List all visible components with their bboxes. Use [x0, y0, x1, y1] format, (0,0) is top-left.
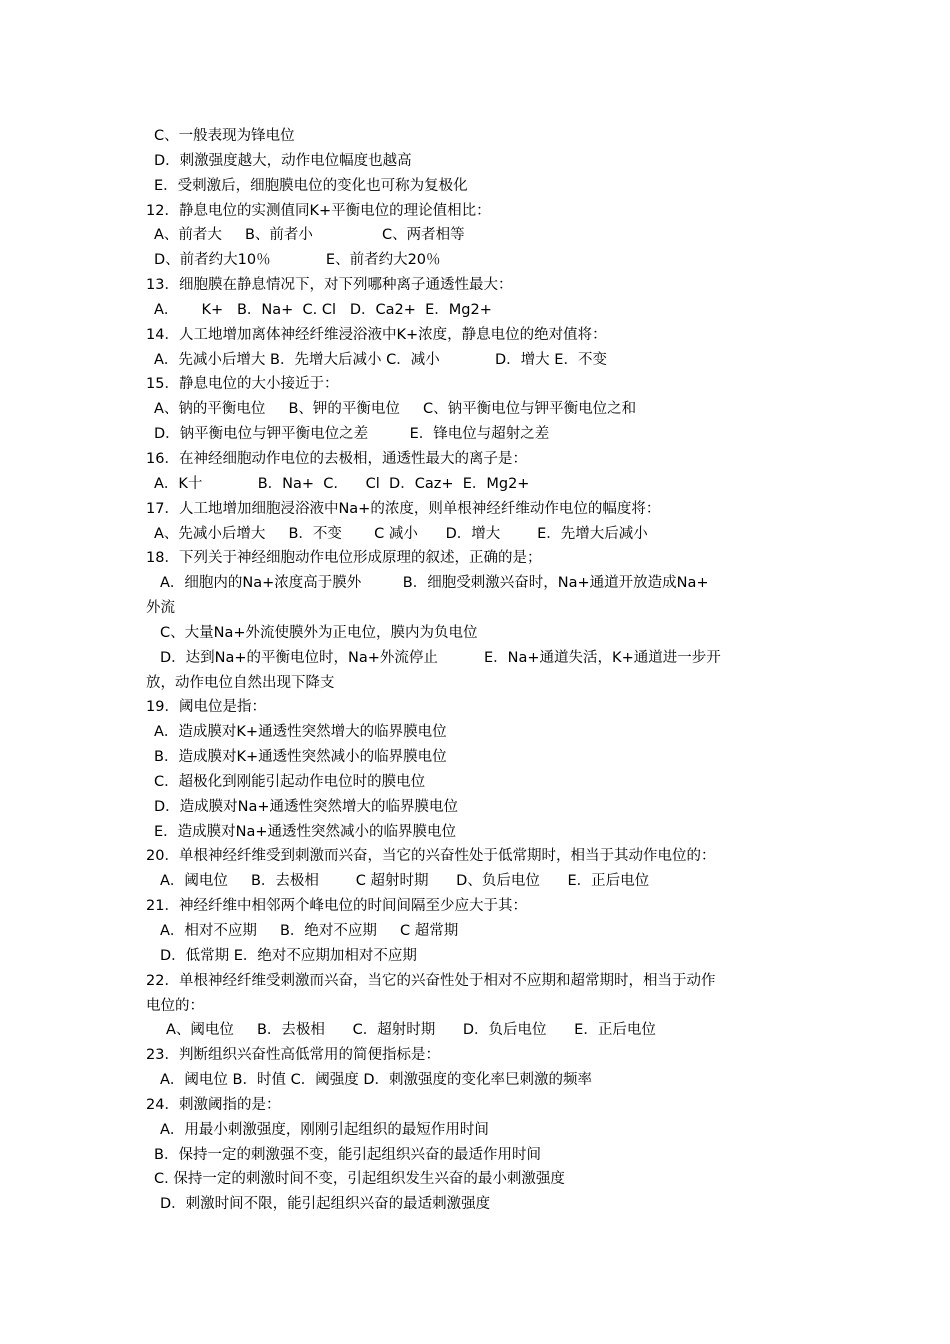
text-line: D．造成膜对Na+通透性突然增大的临界膜电位: [154, 798, 459, 815]
text-line: 21．神经纤维中相邻两个峰电位的时间间隔至少应大于其：: [146, 898, 527, 915]
text-line: 19．阈电位是指：: [146, 699, 266, 716]
text-line: 18．下列关于神经细胞动作电位形成原理的叙述，正确的是；: [146, 550, 542, 567]
text-line: C、大量Na+外流使膜外为正电位，膜内为负电位: [160, 624, 478, 641]
text-line: A．用最小刺激强度，刚刚引起组织的最短作用时间: [160, 1121, 489, 1138]
text-line: D、前者约大10％ E、前者约大20％: [154, 252, 441, 269]
text-line: A．K十 B．Na+ C. Cl D．Caz+ E．Mg2+: [154, 475, 530, 492]
text-line: 20．单根神经纤维受到刺激而兴奋，当它的兴奋性处于低常期时，相当于其动作电位的：: [146, 848, 716, 865]
text-line: C、一般表现为锋电位: [154, 128, 295, 144]
text-line: D．达到Na+的平衡电位时，Na+外流停止 E．Na+通道失活，K+通道进一步开: [160, 649, 721, 666]
text-line: A、钠的平衡电位 B、钾的平衡电位 C、钠平衡电位与钾平衡电位之和: [154, 401, 637, 418]
text-line: E．造成膜对Na+通透性突然减小的临界膜电位: [154, 823, 457, 840]
text-line: 22．单根神经纤维受刺激而兴奋，当它的兴奋性处于相对不应期和超常期时，相当于动作: [146, 972, 716, 989]
text-line: 外流: [146, 600, 175, 617]
text-line: 13．细胞膜在静息情况下，对下列哪种离子通透性最大：: [146, 277, 513, 294]
text-line: A．细胞内的Na+浓度高于膜外 B．细胞受刺激兴奋时，Na+通道开放造成Na+: [160, 575, 709, 592]
text-line: D．低常期 E．绝对不应期加相对不应期: [160, 947, 417, 964]
text-line: 12．静息电位的实测值同K+平衡电位的理论值相比：: [146, 202, 491, 219]
text-line: C．超极化到刚能引起动作电位时的膜电位: [154, 773, 426, 790]
text-line: 15．静息电位的大小接近于：: [146, 376, 339, 393]
text-line: 23．判断组织兴奋性高低常用的简便指标是：: [146, 1047, 440, 1064]
text-line: D．刺激强度越大，动作电位幅度也越高: [154, 152, 412, 169]
text-line: A．相对不应期 B．绝对不应期 C 超常期: [160, 923, 459, 939]
text-line: D．刺激时间不限，能引起组织兴奋的最适刺激强度: [160, 1196, 491, 1213]
text-line: E．受刺激后，细胞膜电位的变化也可称为复极化: [154, 177, 468, 194]
text-line: A．造成膜对K+通透性突然增大的临界膜电位: [154, 724, 447, 741]
text-line: 14．人工地增加离体神经纤维浸浴液中K+浓度，静息电位的绝对值将：: [146, 326, 607, 343]
question-text-block: [146, 124, 826, 1217]
text-line: B．保持一定的刺激强不变，能引起组织兴奋的最适作用时间: [154, 1146, 541, 1163]
text-line: 16．在神经细胞动作电位的去极相，通透性最大的离子是：: [146, 450, 527, 467]
text-line: A、前者大 B、前者小 C、两者相等: [154, 227, 465, 244]
text-line: D．钠平衡电位与钾平衡电位之差 E．锋电位与超射之差: [154, 426, 550, 443]
text-line: A．阈电位 B．去极相 C 超射时期 D、负后电位 E．正后电位: [160, 873, 650, 890]
text-line: 24．刺激阈指的是：: [146, 1096, 281, 1113]
text-line: C. 保持一定的刺激时间不变，引起组织发生兴奋的最小刺激强度: [154, 1171, 565, 1188]
text-line: 放，动作电位自然出现下降支: [146, 674, 335, 691]
text-line: A、先减小后增大 B．不变 C 减小 D．增大 E．先增大后减小: [154, 525, 648, 542]
text-line: B．造成膜对K+通透性突然减小的临界膜电位: [154, 749, 447, 766]
text-line: A．先减小后增大 B．先增大后减小 C．减小 D．增大 E．不变: [154, 351, 607, 368]
text-line: 电位的：: [146, 997, 204, 1014]
text-line: 17．人工地增加细胞浸浴液中Na+的浓度，则单根神经纤维动作电位的幅度将：: [146, 500, 661, 517]
text-line: A．阈电位 B．时值 C．阈强度 D．刺激强度的变化率巳刺激的频率: [160, 1072, 592, 1089]
text-line: A． K+ B．Na+ C. Cl D．Ca2+ E．Mg2+: [154, 301, 492, 318]
text-line: A、阈电位 B．去极相 C．超射时期 D．负后电位 E．正后电位: [166, 1022, 656, 1039]
